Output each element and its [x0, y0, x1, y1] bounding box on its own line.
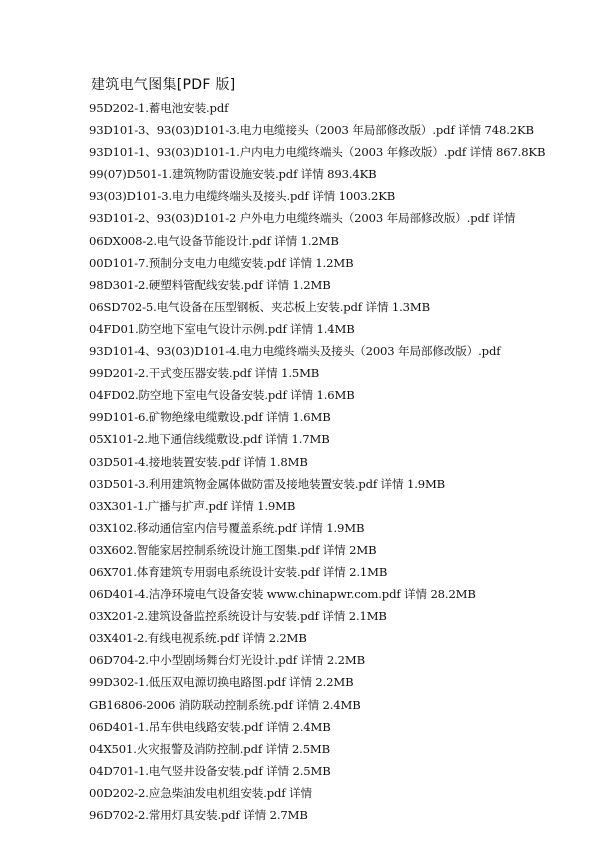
list-item: 04X501.火灾报警及消防控制.pdf 详情 2.5MB	[89, 741, 331, 756]
list-item: 06D704-2.中小型剧场舞台灯光设计.pdf 详情 2.2MB	[89, 653, 365, 668]
list-item: 93D101-2、93(03)D101-2 户外电力电缆终端头（2003 年局部修改版）.pdf 详情	[89, 211, 516, 226]
list-item: 00D202-2.应急柴油发电机组安装.pdf 详情	[89, 785, 312, 800]
list-item: 06D401-1.吊车供电线路安装.pdf 详情 2.4MB	[89, 719, 331, 734]
list-item: 99D201-2.干式变压器安装.pdf 详情 1.5MB	[89, 366, 320, 381]
file-list	[89, 97, 545, 826]
list-item: 95D202-1.蓄电池安装.pdf	[89, 101, 229, 115]
list-item: 99D101-6.矿物绝缘电缆敷设.pdf 详情 1.6MB	[89, 410, 331, 425]
list-item: 03X201-2.建筑设备监控系统设计与安装.pdf 详情 2.1MB	[89, 609, 387, 624]
list-item: 98D301-2.硬塑料管配线安装.pdf 详情 1.2MB	[89, 277, 331, 292]
list-item: 05X101-2.地下通信线缆敷设.pdf 详情 1.7MB	[89, 432, 330, 447]
list-item: 93(03)D101-3.电力电缆终端头及接头.pdf 详情 1003.2KB	[89, 189, 396, 204]
list-item: 93D101-1、93(03)D101-1.户内电力电缆终端头（2003 年修改版）.pdf 详情 867.8KB	[89, 145, 546, 160]
list-item: 00D101-7.预制分支电力电缆安装.pdf 详情 1.2MB	[89, 255, 354, 270]
list-item: 99(07)D501-1.建筑物防雷设施安装.pdf 详情 893.4KB	[89, 167, 377, 182]
list-item: 04FD01.防空地下室电气设计示例.pdf 详情 1.4MB	[89, 321, 355, 336]
list-item: 96D702-2.常用灯具安装.pdf 详情 2.7MB	[89, 808, 308, 822]
list-item: 06D401-4.洁净环境电气设备安装 www.chinapwr.com.pdf 详情 28.2MB	[89, 587, 476, 602]
list-item: 03X102.移动通信室内信号覆盖系统.pdf 详情 1.9MB	[89, 520, 365, 535]
list-item: 06SD702-5.电气设备在压型钢板、夹芯板上安装.pdf 详情 1.3MB	[89, 299, 430, 314]
list-item: 03X401-2.有线电视系统.pdf 详情 2.2MB	[89, 631, 307, 646]
list-item: 03X301-1.广播与扩声.pdf 详情 1.9MB	[89, 498, 296, 513]
list-item: 99D302-1.低压双电源切换电路图.pdf 详情 2.2MB	[89, 675, 354, 690]
list-item: GB16806-2006 消防联动控制系统.pdf 详情 2.4MB	[89, 697, 361, 712]
document-title: 建筑电气图集[PDF 版]	[91, 77, 236, 93]
list-item: 93D101-4、93(03)D101-4.电力电缆终端头及接头（2003 年局部修改版）.pdf	[89, 344, 501, 359]
list-item: 06DX008-2.电气设备节能设计.pdf 详情 1.2MB	[89, 233, 339, 248]
list-item: 04D701-1.电气竖井设备安装.pdf 详情 2.5MB	[89, 763, 331, 778]
list-item: 03X602.智能家居控制系统设计施工图集.pdf 详情 2MB	[89, 542, 377, 557]
list-item: 03D501-3.利用建筑物金属体做防雷及接地装置安装.pdf 详情 1.9MB	[89, 476, 446, 491]
list-item: 04FD02.防空地下室电气设备安装.pdf 详情 1.6MB	[89, 388, 355, 403]
list-item: 03D501-4.接地装置安装.pdf 详情 1.8MB	[89, 454, 308, 469]
list-item: 06X701.体育建筑专用弱电系统设计安装.pdf 详情 2.1MB	[89, 564, 388, 579]
list-item: 93D101-3、93(03)D101-3.电力电缆接头（2003 年局部修改版）.pdf 详情 748.2KB	[89, 123, 534, 138]
